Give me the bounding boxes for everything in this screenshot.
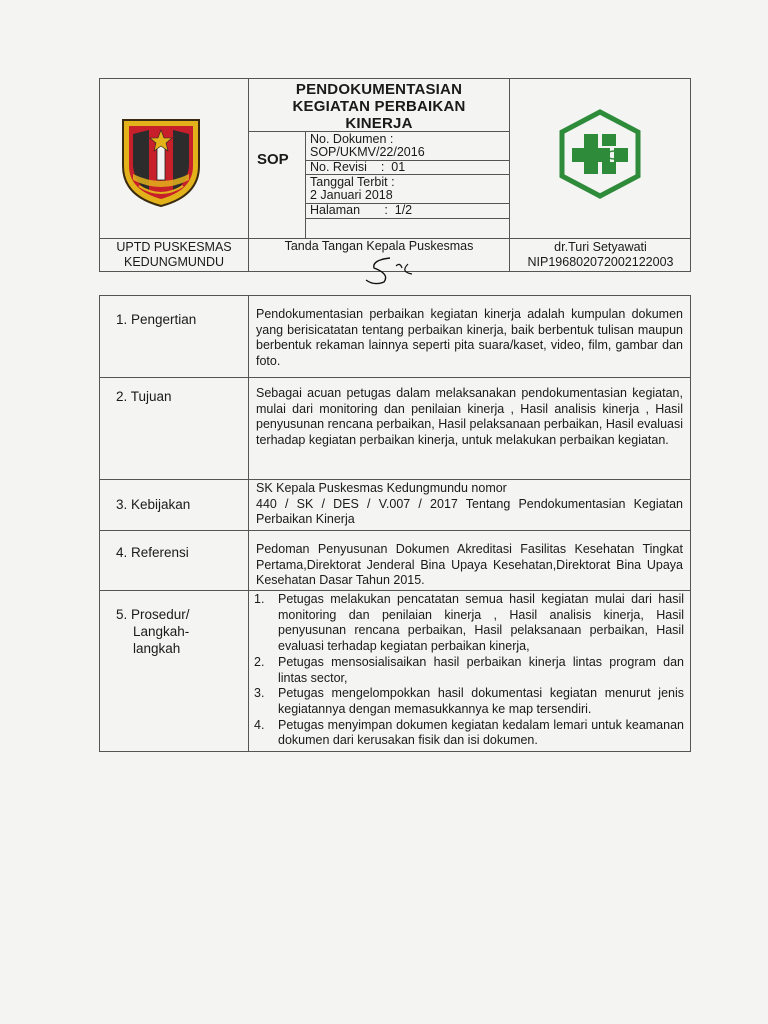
section-text-kebijakan <box>256 481 683 528</box>
title-line: PENDOKUMENTASIAN <box>295 81 463 98</box>
table-divider <box>99 377 691 378</box>
list-item <box>252 686 684 717</box>
step-number: 3. <box>254 686 265 701</box>
unit-line: UPTD PUSKESMAS <box>116 240 232 254</box>
title-line: KINERJA <box>345 115 413 132</box>
section-text-tujuan: Sebagai acuan petugas dalam melaksanakan pendokumentasian kegiatan, mulai dari monitoring dan penilaian kinerja , Hasil analisis kinerja , Hasil penyusunan rencana perbaikan, Hasil pelaksanaan perbaikan, Hasil evaluasi terhadap kegiatan perbaikan kinerja, untuk melakukan perbaikan kegiatan. <box>256 386 683 448</box>
prosedur-steps <box>252 592 684 749</box>
signature-mark <box>360 252 430 288</box>
step-text: Petugas mensosialisaikan hasil perbaikan kinerja lintas program dan lintas sector, <box>278 654 684 685</box>
shield-crest-icon <box>119 116 203 208</box>
unit-name <box>100 240 248 270</box>
unit-line: KEDUNGMUNDU <box>124 255 224 269</box>
document-title <box>250 81 508 132</box>
sop-label: SOP <box>257 151 289 168</box>
signature-label: Tanda Tangan Kepala Puskesmas <box>284 239 474 253</box>
official-name: dr.Turi Setyawati <box>554 240 647 254</box>
doc-no-label: No. Dokumen : <box>310 132 394 146</box>
revision: No. Revisi : 01 <box>310 160 406 174</box>
list-item <box>252 718 684 749</box>
list-item <box>252 592 684 655</box>
title-line: KEGIATAN PERBAIKAN <box>292 98 466 115</box>
table-divider <box>99 479 691 480</box>
table-divider <box>99 590 691 591</box>
table-divider <box>99 530 691 531</box>
prosedur-label-line: langkah <box>133 641 181 656</box>
official-block <box>510 240 691 270</box>
prosedur-label-line: 5. Prosedur/ <box>116 607 190 622</box>
step-number: 1. <box>254 592 265 606</box>
sop-divider <box>305 131 306 238</box>
section-label-kebijakan: 3. Kebijakan <box>116 497 191 512</box>
section-text-referensi: Pedoman Penyusunan Dokumen Akreditasi Fasilitas Kesehatan Tingkat Pertama,Direktorat Jenderal Bina Upaya Kesehatan,Direktorat Bina Upaya Kesehatan Dasar Tahun 2015. <box>256 542 683 588</box>
section-text-pengertian: Pendokumentasian perbaikan kegiatan kinerja adalah kumpulan dokumen yang berisicatatan tentang perbaikan kinerja, baik berbentuk tulisan maupun berbentuk rekaman lainnya seperti pita suara/kaset, video, film, gambar dan foto. <box>256 307 683 369</box>
prosedur-label-line: Langkah- <box>133 624 190 639</box>
list-item <box>252 655 684 686</box>
section-label-prosedur <box>116 606 190 657</box>
step-text: Petugas mengelompokkan hasil dokumentasi kegiatan menurut jenis kegiatannya dengan memasukkannya ke map tersendiri. <box>278 686 684 716</box>
kebijakan-line: 440 / SK / DES / V.007 / 2017 Tentang Pendokumentasian Kegiatan Perbaikan Kinerja <box>256 496 683 527</box>
official-nip: NIP196802072002122003 <box>527 255 674 269</box>
kebijakan-line: SK Kepala Puskesmas Kedungmundu nomor <box>256 481 507 495</box>
step-number: 2. <box>254 654 265 669</box>
step-number: 4. <box>254 717 265 732</box>
table-divider <box>248 295 249 752</box>
section-label-referensi: 4. Referensi <box>116 545 189 560</box>
doc-no-value: SOP/UKMV/22/2016 <box>310 145 425 159</box>
issue-date-label: Tanggal Terbit : <box>310 175 395 189</box>
step-text: Petugas menyimpan dokumen kegiatan kedalam lemari untuk keamanan dokumen dari kerusakan fisik dan isi dokumen. <box>278 717 684 748</box>
steps-list <box>252 592 684 749</box>
section-label-tujuan: 2. Tujuan <box>116 389 172 404</box>
page-number: Halaman : 1/2 <box>310 203 413 217</box>
issue-date-value: 2 Januari 2018 <box>310 188 393 202</box>
step-text: Petugas melakukan pencatatan semua hasil kegiatan mulai dari hasil monitoring dan penilaian kinerja , Hasil analisis kinerja, Hasil penyusunan rencana perbaikan, Hasil pelaksanaan perbaikan, Hasil evaluasi terhadap kegiatan perbaikan kinerja, <box>278 592 684 654</box>
header-divider <box>248 78 249 272</box>
sop-divider <box>305 218 509 219</box>
section-label-pengertian: 1. Pengertian <box>116 312 197 327</box>
puskesmas-hexagon-cross-icon <box>554 108 646 200</box>
